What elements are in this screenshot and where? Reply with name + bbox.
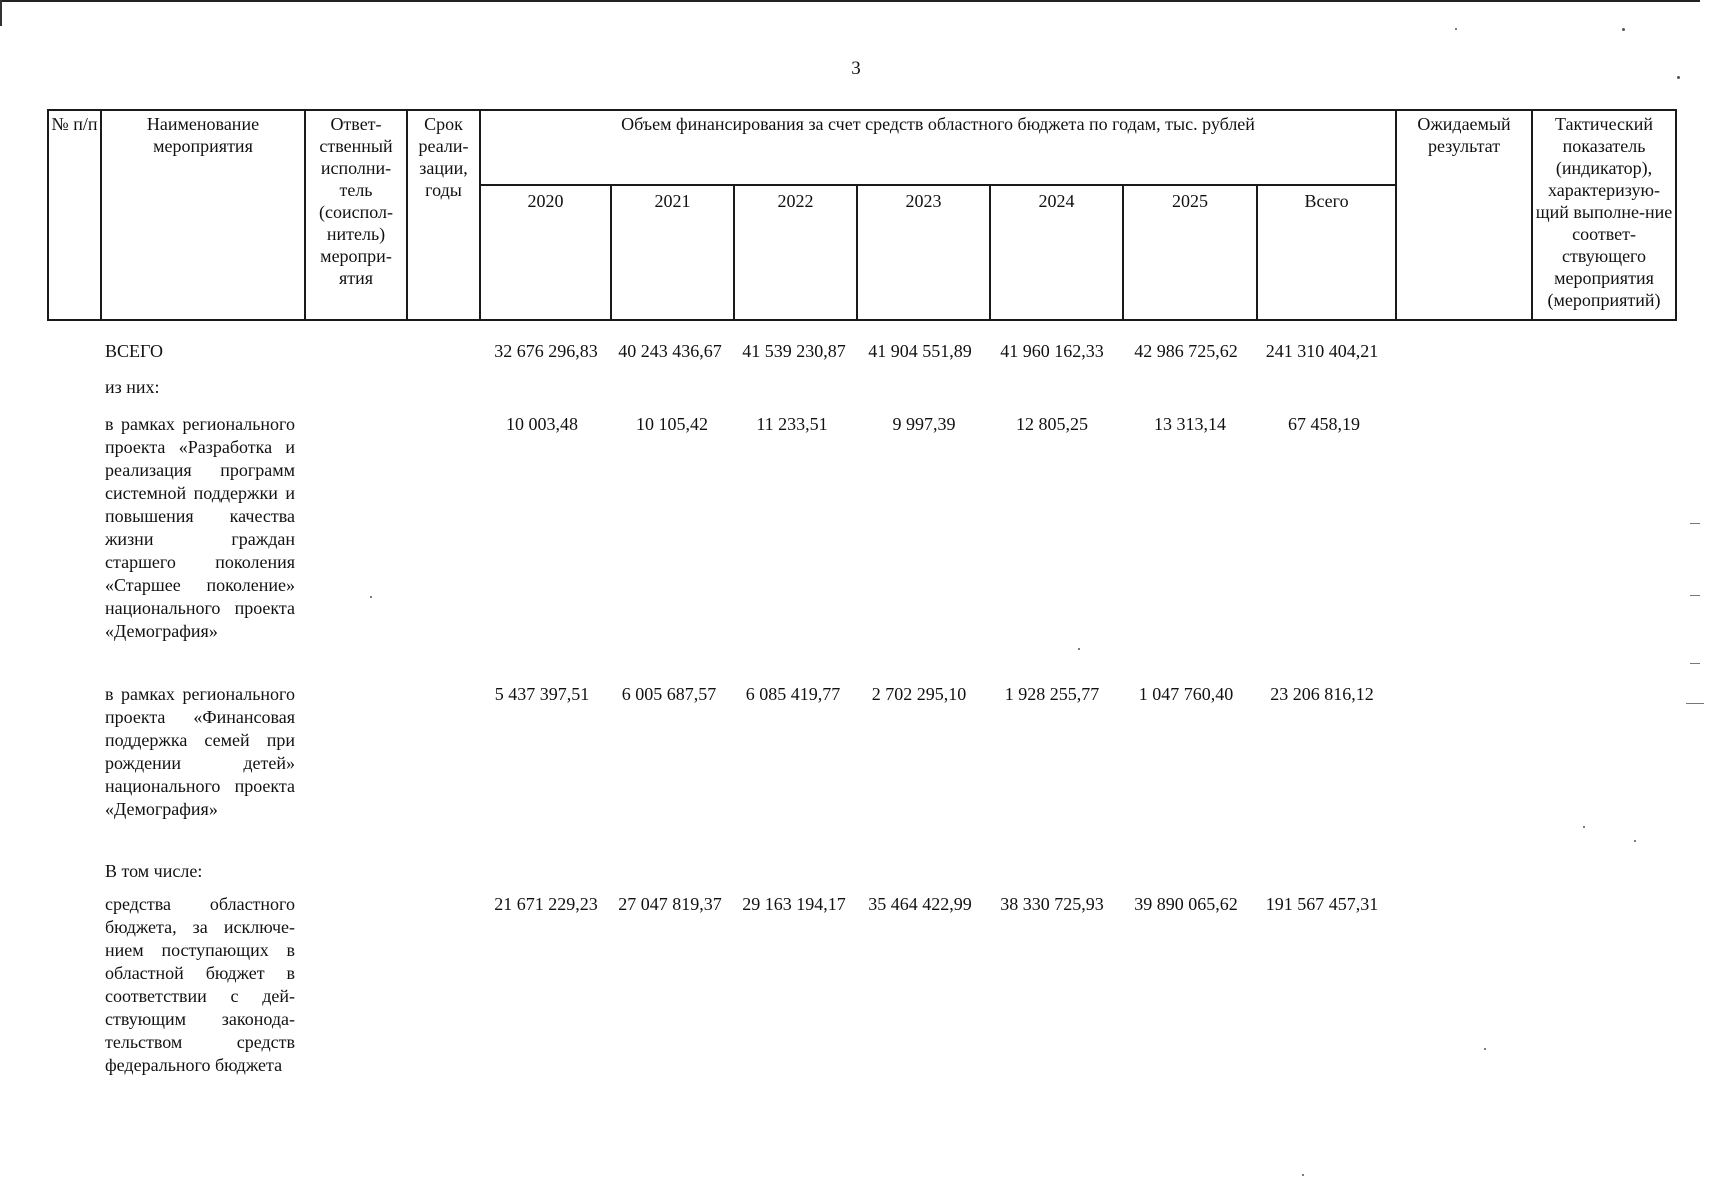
header-term: Срок реали-зации, годы — [407, 110, 480, 320]
value-2024: 1 928 255,77 — [1004, 684, 1100, 704]
header-year-2024: 2024 — [990, 185, 1123, 320]
scan-mark — [1690, 595, 1700, 596]
table-header — [47, 109, 1677, 321]
value-2021: 10 105,42 — [636, 414, 708, 434]
left-border-line — [0, 0, 2, 26]
scan-speck — [370, 596, 372, 598]
value-2023: 2 702 295,10 — [871, 684, 967, 704]
value-2021: 27 047 819,37 — [618, 894, 722, 914]
value-total: 191 567 457,31 — [1265, 894, 1379, 914]
header-name: Наименование мероприятия — [101, 110, 305, 320]
header-year-2021: 2021 — [611, 185, 734, 320]
row-label: в рамках регионального проекта «Разработка и реализация программ системной поддержки и повышения качества жизни граждан старшего поколения «Старшее поколение» национального проекта «Демография» — [105, 414, 295, 641]
value-2023: 9 997,39 — [892, 414, 956, 434]
header-total: Всего — [1257, 185, 1396, 320]
page-number: 3 — [851, 58, 861, 79]
value-2020: 10 003,48 — [506, 414, 578, 434]
value-2020: 5 437 397,51 — [494, 684, 590, 704]
row-label: В том числе: — [105, 861, 203, 881]
scan-speck — [1455, 28, 1457, 30]
header-result: Ожидаемый результат — [1396, 110, 1532, 320]
value-2023: 41 904 551,89 — [868, 341, 972, 361]
scan-mark — [1690, 523, 1700, 524]
value-2025: 39 890 065,62 — [1134, 894, 1238, 914]
scan-speck — [1484, 1048, 1486, 1050]
value-2022: 11 233,51 — [756, 414, 828, 434]
value-2023: 35 464 422,99 — [868, 894, 972, 914]
scan-mark — [1690, 663, 1700, 664]
row-label: ВСЕГО — [105, 341, 163, 361]
row-label: из них: — [105, 377, 160, 397]
header-year-2025: 2025 — [1123, 185, 1257, 320]
value-2021: 40 243 436,67 — [618, 341, 722, 361]
top-border-line — [0, 0, 1700, 2]
value-2024: 41 960 162,33 — [1000, 341, 1104, 361]
scan-speck — [1622, 28, 1625, 31]
value-2020: 21 671 229,23 — [494, 894, 598, 914]
value-total: 241 310 404,21 — [1265, 341, 1379, 361]
value-2020: 32 676 296,83 — [494, 341, 598, 361]
header-year-2020: 2020 — [480, 185, 611, 320]
value-2024: 38 330 725,93 — [1000, 894, 1104, 914]
value-2025: 42 986 725,62 — [1134, 341, 1238, 361]
value-2024: 12 805,25 — [1016, 414, 1088, 434]
header-year-2023: 2023 — [857, 185, 990, 320]
scan-speck — [1302, 1174, 1304, 1176]
scan-speck — [1583, 826, 1585, 828]
value-2022: 29 163 194,17 — [742, 894, 846, 914]
value-total: 23 206 816,12 — [1270, 684, 1374, 704]
header-funding: Объем финансирования за счет средств областного бюджета по годам, тыс. рублей — [480, 110, 1396, 185]
value-2022: 41 539 230,87 — [742, 341, 846, 361]
scan-mark — [1686, 703, 1704, 704]
value-2022: 6 085 419,77 — [745, 684, 841, 704]
value-2025: 13 313,14 — [1154, 414, 1226, 434]
header-year-2022: 2022 — [734, 185, 857, 320]
value-2025: 1 047 760,40 — [1138, 684, 1234, 704]
header-responsible: Ответ-ственный исполни-тель (соиспол-нитель) меропри-ятия — [305, 110, 407, 320]
scan-speck — [1634, 840, 1636, 842]
value-2021: 6 005 687,57 — [621, 684, 717, 704]
row-label: в рамках регионального проекта «Финансовая поддержка семей при рождении детей» национального проекта «Демография» — [105, 684, 295, 819]
scan-speck — [1677, 76, 1680, 79]
value-total: 67 458,19 — [1288, 414, 1360, 434]
header-num: № п/п — [48, 110, 101, 320]
row-label: средства областного бюджета, за исключением поступающих в областной бюджет в соответствии с действующим законодательством средств федерального бюджета — [105, 894, 295, 1075]
scan-speck — [1078, 648, 1080, 650]
header-indicator: Тактический показатель (индикатор), характеризую-щий выполне-ние соответ-ствующего мероприятия (мероприятий) — [1532, 110, 1676, 320]
